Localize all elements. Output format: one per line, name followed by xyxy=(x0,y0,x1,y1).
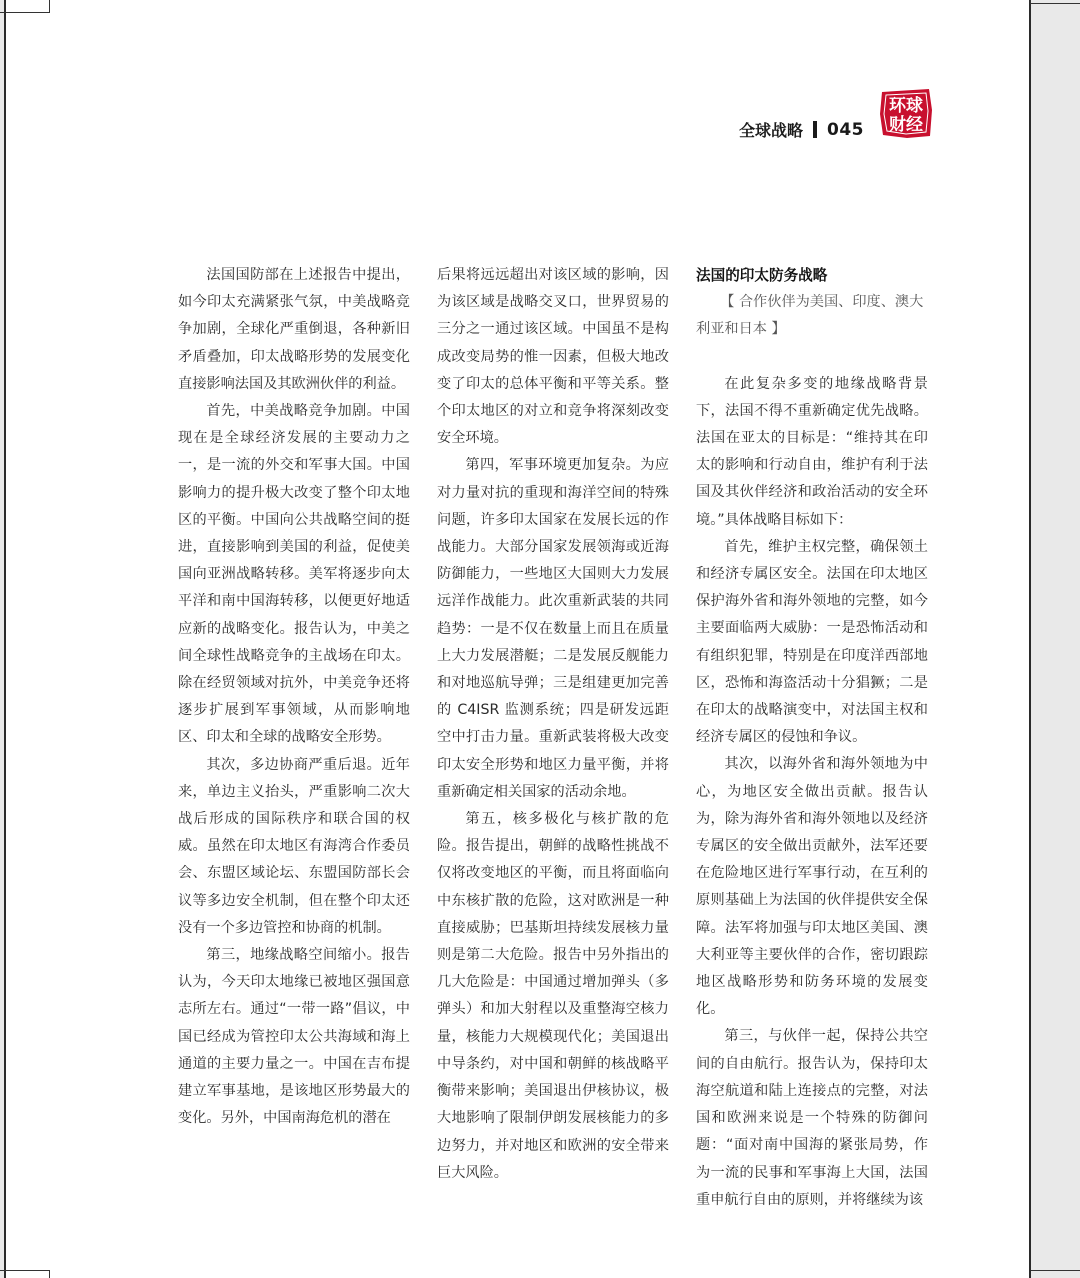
crop-mark xyxy=(1031,3,1080,4)
paragraph: 法国国防部在上述报告中提出，如今印太充满紧张气氛，中美战略竞争加剧，全球化严重倒退，各种新旧矛盾叠加，印太战略形势的发展变化直接影响法国及其欧洲伙伴的利益。 xyxy=(178,267,410,392)
paragraph: 第三，与伙伴一起，保持公共空间的自由航行。报告认为，保持印太海空航道和陆上连接点的完整，对法国和欧洲来说是一个特殊的防御问题：“面对南中国海的紧张局势，作为一流的民事和军事海上大国，法国重申航行自由的原则，并将继续为该 xyxy=(696,1028,928,1208)
paragraph: 第四，军事环境更加复杂。为应对力量对抗的重现和海洋空间的特殊问题，许多印太国家在发展长远的作战能力。大部分国家发展领海或近海防御能力，一些地区大国则大力发展远洋作战能力。此次重新武装的共同趋势：一是不仅在数量上而且在质量上大力发展潜艇；二是发展反舰能力和对地巡航导弹；三是组建更加完善的 C4ISR 监测系统；四是研发远距空中打击力量。重新武装将极大改变印太安全形势和地区力量平衡，并将重新确定相关国家的活动余地。 xyxy=(437,457,669,800)
running-header xyxy=(739,118,864,141)
svg-text:环球: 环球 xyxy=(889,96,923,116)
page-right-edge xyxy=(1029,0,1031,1278)
crop-mark xyxy=(49,0,50,12)
section-heading: 法国的印太防务战略 xyxy=(696,267,828,284)
header-divider xyxy=(813,121,817,138)
paragraph: 首先，维护主权完整，确保领土和经济专属区安全。法国在印太地区保护海外省和海外领地的完整，如今主要面临两大威胁：一是恐怖活动和有组织犯罪，特别是在印度洋西部地区，恐怖和海盗活动十分猖獗；二是在印太的战略演变中，对法国主权和经济专属区的侵蚀和争议。 xyxy=(696,538,928,746)
crop-mark xyxy=(0,1270,50,1271)
section-name: 全球战略 xyxy=(738,121,803,140)
paragraph: 第五，核多极化与核扩散的危险。报告提出，朝鲜的战略性挑战不仅将改变地区的平衡，而且将面临向中东核扩散的危险，这对欧洲是一种直接威胁；巴基斯坦持续发展核力量则是第二大危险。报告中另外指出的几大危险是：中国通过增加弹头（多弹头）和加大射程以及重整海空核力量，核能力大规模现代化；美国退出中导条约，对中国和朝鲜的核战略平衡带来影响；美国退出伊核协议，极大地影响了限制伊朗发展核能力的多边努力，并对地区和欧洲的安全带来巨大风险。 xyxy=(437,811,669,1181)
paragraph-continued: 后果将远远超出对该区域的影响，因为该区域是战略交叉口，世界贸易的三分之一通过该区域。中国虽不是构成改变局势的惟一因素，但极大地改变了印太的总体平衡和平等关系。整个印太地区的对立和竞争将深刻改变安全环境。 xyxy=(437,267,669,447)
paragraph: 在此复杂多变的地缘战略背景下，法国不得不重新确定优先战略。法国在亚太的目标是：“维持其在印太的影响和行动自由，维护有利于法国及其伙伴经济和政治活动的安全环境。”具体战略目标如下： xyxy=(696,375,928,528)
crop-mark xyxy=(0,12,50,13)
text-column-3 xyxy=(696,262,928,1214)
text-column-1 xyxy=(178,262,410,1133)
paragraph: 其次，多边协商严重后退。近年来，单边主义抬头，严重影响二次大战后形成的国际秩序和联合国的权威。虽然在印太地区有海湾合作委员会、东盟区域论坛、东盟国防部长会议等多边安全机制，但在整个印太还没有一个多边管控和协商的机制。 xyxy=(178,756,410,936)
svg-text:财经: 财经 xyxy=(889,115,923,135)
paragraph: 其次，以海外省和海外领地为中心，为地区安全做出贡献。报告认为，除为海外省和海外领地以及经济专属区的安全做出贡献外，法军还要在危险地区进行军事行动，在互利的原则基础上为法国的伙伴提供安全保障。法军将加强与印太地区美国、澳大利亚等主要伙伴的合作，密切跟踪地区战略形势和防务环境的发展变化。 xyxy=(696,756,928,1018)
section-subheading xyxy=(696,289,928,343)
subheading-line-2: 利亚和日本 】 xyxy=(696,321,786,338)
paragraph: 首先，中美战略竞争加剧。中国现在是全球经济发展的主要动力之一，是一流的外交和军事大国。中国影响力的提升极大改变了整个印太地区的平衡。中国向公共战略空间的挺进，直接影响到美国的利益，促使美国向亚洲战略转移。美军将逐步向太平洋和南中国海转移，以便更好地适应新的战略变化。报告认为，中美之间全球性战略竞争的主战场在印太。除在经贸领域对抗外，中美竞争还将逐步扩展到军事领域，从而影响地区、印太和全球的战略安全形势。 xyxy=(178,403,410,746)
subheading-line-1: 【 合作伙伴为美国、印度、澳大 xyxy=(720,294,924,311)
paragraph: 第三，地缘战略空间缩小。报告认为，今天印太地缘已被地区强国意志所左右。通过“一带一路”倡议，中国已经成为管控印太公共海域和海上通道的主要力量之一。中国在吉布提建立军事基地，是该地区形势最大的变化。另外，中国南海危机的潜在 xyxy=(178,947,410,1127)
crop-mark xyxy=(49,1270,50,1278)
magazine-seal-logo xyxy=(877,86,935,140)
crop-mark xyxy=(1031,1270,1080,1271)
page-number: 045 xyxy=(827,119,864,140)
text-column-2 xyxy=(437,262,669,1187)
